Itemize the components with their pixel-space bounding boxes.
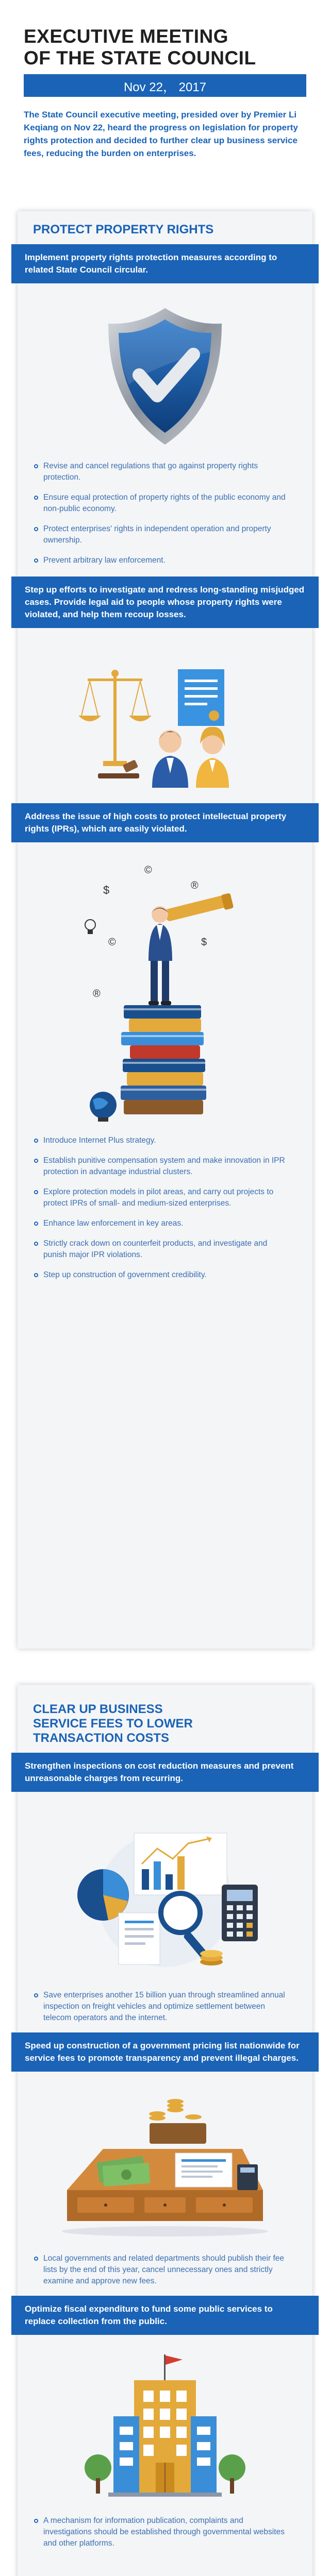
section1-block2-heading: Step up efforts to investigate and redress long-standing misjudged cases. Provide legal aid to people whose property rights were violated, and help them recoup losses.: [11, 577, 319, 628]
section1-block1-heading: Implement property rights protection measures according to related State Council circular.: [11, 244, 319, 283]
svg-text:$: $: [103, 884, 110, 896]
svg-text:©: ©: [108, 937, 116, 948]
date-text: Nov 22， 2017: [123, 80, 207, 94]
list-item: A mechanism for information publication, complaints and investigations should be established through governmental websites and other platforms.: [43, 2515, 292, 2549]
section2-title: [18, 1685, 312, 1753]
list-item: Enhance law enforcement in key areas.: [43, 1218, 292, 1229]
section-clear-up-business-fees: [18, 1685, 312, 2576]
shield-check-icon: [88, 298, 242, 452]
section1-block3-list: [18, 1135, 312, 1281]
list-item: Revise and cancel regulations that go against property rights protection.: [43, 461, 292, 483]
list-item: Prevent arbitrary law enforcement.: [43, 555, 292, 566]
header: [0, 0, 330, 160]
list-item: Protect enterprises' rights in independent operation and property ownership.: [43, 523, 292, 546]
list-item: Step up construction of government credibility.: [43, 1269, 292, 1281]
section2-block1-list: [18, 1990, 312, 2024]
list-item: Save enterprises another 15 billion yuan through streamlined annual inspection on freight vehicles and optimize settlement between telecom operators and the internet.: [43, 1990, 292, 2024]
date-banner: [24, 74, 306, 97]
section2-block2-heading: Speed up construction of a government pricing list nationwide for service fees to promote transparency and prevent illegal charges.: [11, 2032, 319, 2072]
money-desk-icon: [46, 2087, 284, 2242]
svg-text:©: ©: [144, 865, 152, 876]
list-item: Establish punitive compensation system and make innovation in IPR protection in advantage industrial clusters.: [43, 1155, 292, 1178]
section-protect-property-rights: [18, 211, 312, 1649]
svg-text:®: ®: [191, 880, 199, 891]
section1-block3-heading: Address the issue of high costs to protect intellectual property rights (IPRs), which are easily violated.: [11, 803, 319, 842]
list-item: Ensure equal protection of property rights of the public economy and non-public economy.: [43, 492, 292, 515]
page-title-line1: EXECUTIVE MEETING: [24, 26, 229, 47]
list-item: Strictly crack down on counterfeit products, and investigate and punish major IPR violations.: [43, 1238, 292, 1261]
section2-block1-heading: Strengthen inspections on cost reduction measures and prevent unreasonable charges from recurring.: [11, 1753, 319, 1792]
section2-title-line1: CLEAR UP BUSINESS: [33, 1702, 163, 1716]
svg-text:®: ®: [93, 988, 101, 999]
legal-scales-icon: [67, 638, 263, 793]
svg-text:$: $: [201, 937, 207, 948]
page-title-line2: OF THE STATE COUNCIL: [24, 47, 256, 69]
public-building-icon: [72, 2349, 258, 2504]
section2-title-line3: TRANSACTION COSTS: [33, 1731, 169, 1745]
list-item: Local governments and related departments should publish their fee lists by the end of this year, cancel unnecessary ones and strictly examine and approve new fees.: [43, 2253, 292, 2287]
list-item: Introduce Internet Plus strategy.: [43, 1135, 292, 1146]
section1-block1-list: [18, 461, 312, 566]
section2-block3-heading: Optimize fiscal expenditure to fund some public services to replace collection from the public.: [11, 2296, 319, 2335]
intro-paragraph: The State Council executive meeting, presided over by Premier Li Keqiang on Nov 22, heard the progress on legislation for property rights protection and decided to further clear up business service fees, reducing the burden on enterprises.: [24, 110, 298, 158]
section1-title: PROTECT PROPERTY RIGHTS: [33, 223, 214, 236]
section2-block2-list: [18, 2253, 312, 2287]
section2-block3-list: [18, 2515, 312, 2549]
list-item: Explore protection models in pilot areas, and carry out projects to protect IPRs of small- and medium-sized enterprises.: [43, 1187, 292, 1209]
finance-charts-icon: [57, 1807, 273, 1977]
section2-title-line2: SERVICE FEES TO LOWER: [33, 1717, 193, 1731]
ipr-books-telescope-icon: [72, 858, 258, 1126]
